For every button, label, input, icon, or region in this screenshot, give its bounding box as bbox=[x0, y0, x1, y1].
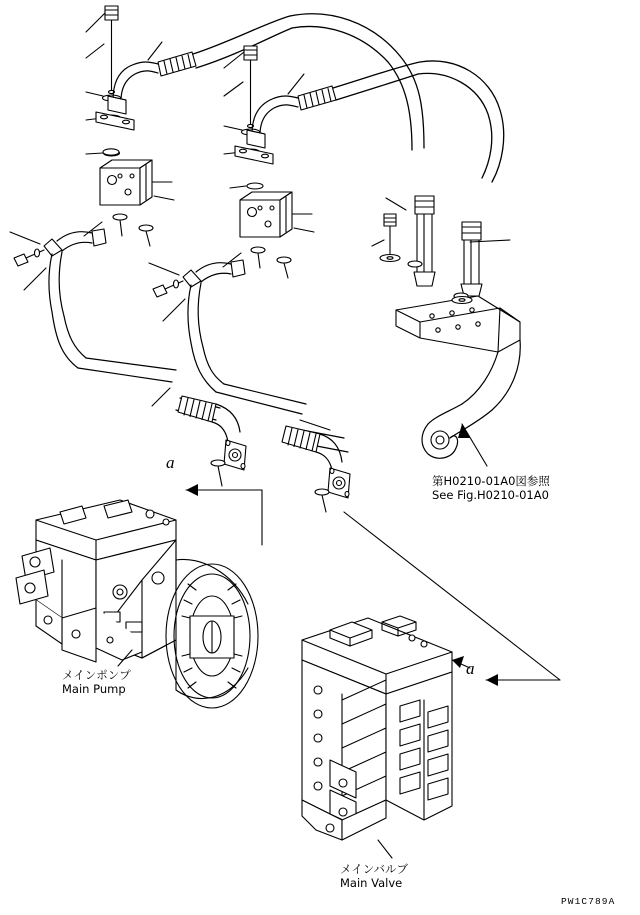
valve-block-middle bbox=[240, 192, 292, 237]
callout-arrow-left bbox=[186, 484, 262, 545]
ref-arrow bbox=[458, 424, 487, 466]
bolt-top-middle bbox=[242, 46, 264, 189]
reference-note-jp: 第H0210-01A0図参照 bbox=[432, 474, 550, 488]
main-pump-assembly bbox=[16, 500, 258, 708]
pin-right-1 bbox=[414, 196, 435, 286]
callout-a-right: a bbox=[466, 659, 475, 678]
bolt-left-mid bbox=[14, 249, 44, 266]
pin-right-2 bbox=[461, 222, 482, 296]
reference-note bbox=[432, 474, 550, 503]
main-valve-label-jp: メインバルブ bbox=[340, 862, 408, 876]
bolt-middle-mid bbox=[153, 280, 183, 297]
hose-left-lower bbox=[44, 229, 176, 382]
main-pump-label bbox=[62, 668, 131, 697]
reference-note-en: See Fig.H0210-01A0 bbox=[432, 488, 549, 503]
bolt-top-left bbox=[103, 6, 121, 156]
main-valve-label bbox=[340, 862, 408, 891]
bolt-right-small bbox=[380, 214, 400, 262]
callout-a-left: a bbox=[166, 453, 175, 472]
main-valve-assembly bbox=[302, 616, 452, 840]
hose-top-middle bbox=[247, 61, 504, 182]
pedal-bracket bbox=[396, 296, 520, 458]
hose-top-left bbox=[108, 14, 424, 150]
main-pump-label-en: Main Pump bbox=[62, 682, 126, 697]
hose-middle-lower bbox=[183, 260, 306, 414]
drawing-number: PW1C789A bbox=[561, 896, 616, 907]
hose-to-pump-left bbox=[176, 396, 246, 470]
hose-to-valve-right bbox=[282, 426, 350, 498]
valve-block-left bbox=[100, 160, 152, 205]
main-valve-label-en: Main Valve bbox=[340, 876, 403, 891]
main-pump-label-jp: メインポンプ bbox=[62, 668, 131, 682]
